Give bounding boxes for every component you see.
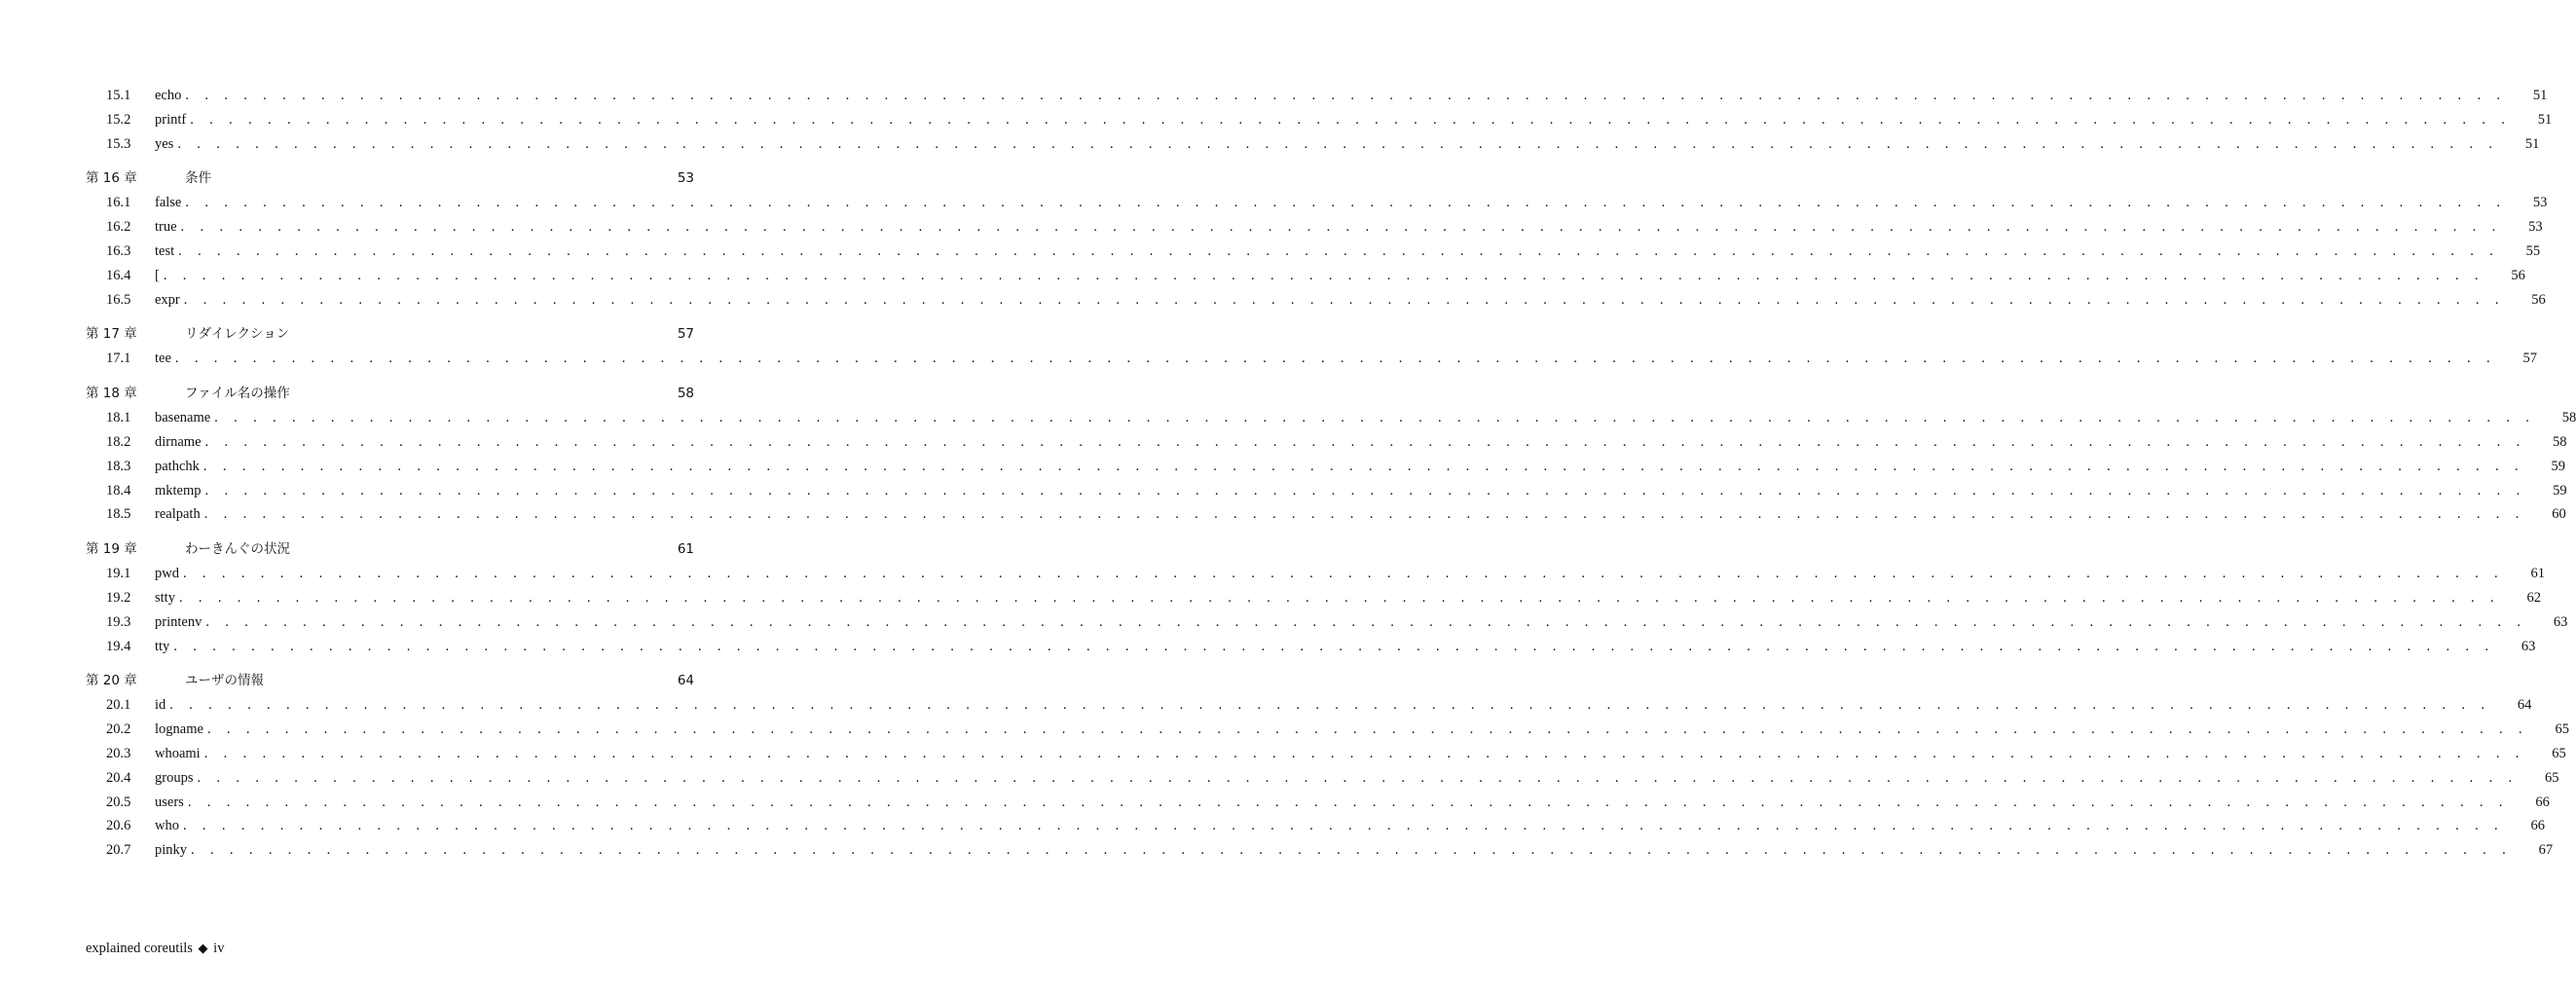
section-page-number: 51 bbox=[2537, 111, 2553, 128]
toc-entry[interactable] bbox=[86, 766, 2559, 791]
dot-leader: . . . . . . . . . . . . . . . . . . . . . . . . . . . . . . . . . . . . . . . . . . . . . . . . . . . . . . . . . . . . . . . . . . . . . . . . . . . . . . . . . . . . . . . . . . . . . . . . . . . . . . . . . . . . . . . . . . . . . . . . bbox=[180, 219, 2502, 236]
section-title: whoami bbox=[155, 745, 201, 761]
section-number: 17.1 bbox=[106, 351, 131, 367]
dot-leader: . . . . . . . . . . . . . . . . . . . . . . . . . . . . . . . . . . . . . . . . . . . . . . . . . . . . . . . . . . . . . . . . . . . . . . . . . . . . . . . . . . . . . . . . . . . . . . . . . . . . . . . . . . . . . . . . . . . . . . . . bbox=[163, 267, 2484, 283]
page-footer bbox=[86, 941, 224, 957]
section-title: realpath bbox=[155, 506, 201, 523]
section-number: 15.2 bbox=[106, 111, 131, 128]
section-number: 16.2 bbox=[106, 219, 131, 236]
section-title: expr bbox=[155, 291, 180, 308]
dot-leader: . . . . . . . . . . . . . . . . . . . . . . . . . . . . . . . . . . . . . . . . . . . . . . . . . . . . . . . . . . . . . . . . . . . . . . . . . . . . . . . . . . . . . . . . . . . . . . . . . . . . . . . . . . . . . . . . . . . . . . . . bbox=[177, 135, 2499, 152]
chapter-number: 第 19 章 bbox=[86, 541, 137, 558]
section-number: 16.4 bbox=[106, 267, 131, 283]
section-page-number: 61 bbox=[2530, 566, 2546, 582]
chapter-page-number: 58 bbox=[677, 386, 694, 402]
section-number: 19.4 bbox=[106, 638, 131, 654]
section-title: yes bbox=[155, 135, 174, 152]
toc-entry[interactable] bbox=[86, 108, 2553, 132]
section-page-number: 55 bbox=[2525, 242, 2541, 259]
toc-entry[interactable] bbox=[86, 838, 2554, 863]
toc-entry[interactable] bbox=[86, 742, 2566, 766]
section-page-number: 51 bbox=[2532, 88, 2548, 103]
section-page-number: 56 bbox=[2511, 267, 2525, 283]
chapter-title: ファイル名の操作 bbox=[185, 386, 290, 402]
chapter-page-number: 61 bbox=[677, 541, 694, 558]
toc-entry[interactable] bbox=[86, 502, 2566, 527]
toc-entry[interactable] bbox=[86, 264, 2525, 288]
chapter-title: 条件 bbox=[185, 170, 211, 187]
section-title: stty bbox=[155, 589, 175, 606]
section-number: 18.5 bbox=[106, 506, 131, 523]
section-page-number: 60 bbox=[2552, 506, 2566, 523]
chapter-number: 第 20 章 bbox=[86, 673, 137, 689]
section-number: 16.5 bbox=[106, 291, 131, 308]
section-number: 18.3 bbox=[106, 458, 131, 474]
section-title: pathchk bbox=[155, 458, 200, 474]
dot-leader: . . . . . . . . . . . . . . . . . . . . . . . . . . . . . . . . . . . . . . . . . . . . . . . . . . . . . . . . . . . . . . . . . . . . . . . . . . . . . . . . . . . . . . . . . . . . . . . . . . . . . . . . . . . . . . . . . . . . . . . . bbox=[174, 351, 2496, 367]
chapter-heading[interactable] bbox=[86, 382, 694, 406]
section-title: printf bbox=[155, 111, 187, 128]
dot-leader: . . . . . . . . . . . . . . . . . . . . . . . . . . . . . . . . . . . . . . . . . . . . . . . . . . . . . . . . . . . . . . . . . . . . . . . . . . . . . . . . . . . . . . . . . . . . . . . . . . . . . . . . . . . . . . . . . . . . . . . . bbox=[190, 111, 2512, 128]
dot-leader: . . . . . . . . . . . . . . . . . . . . . . . . . . . . . . . . . . . . . . . . . . . . . . . . . . . . . . . . . . . . . . . . . . . . . . . . . . . . . . . . . . . . . . . . . . . . . . . . . . . . . . . . . . . . . . . . . . . . . . . . bbox=[214, 410, 2536, 426]
section-page-number: 67 bbox=[2538, 842, 2554, 859]
section-page-number: 63 bbox=[2521, 638, 2536, 654]
section-title: printenv bbox=[155, 613, 202, 630]
toc-entry[interactable] bbox=[86, 288, 2546, 313]
chapter-number: 第 16 章 bbox=[86, 170, 137, 187]
section-number: 20.7 bbox=[106, 842, 131, 859]
section-title: false bbox=[155, 195, 182, 211]
toc-entry[interactable] bbox=[86, 791, 2550, 815]
chapter-title: ユーザの情報 bbox=[185, 673, 264, 689]
section-number: 15.3 bbox=[106, 135, 131, 152]
dot-leader: . . . . . . . . . . . . . . . . . . . . . . . . . . . . . . . . . . . . . . . . . . . . . . . . . . . . . . . . . . . . . . . . . . . . . . . . . . . . . . . . . . . . . . . . . . . . . . . . . . . . . . . . . . . . . . . . . . . . . . . . bbox=[182, 566, 2505, 582]
dot-leader: . . . . . . . . . . . . . . . . . . . . . . . . . . . . . . . . . . . . . . . . . . . . . . . . . . . . . . . . . . . . . . . . . . . . . . . . . . . . . . . . . . . . . . . . . . . . . . . . . . . . . . . . . . . . . . . . . . . . . . . . bbox=[185, 88, 2507, 103]
dot-leader: . . . . . . . . . . . . . . . . . . . . . . . . . . . . . . . . . . . . . . . . . . . . . . . . . . . . . . . . . . . . . . . . . . . . . . . . . . . . . . . . . . . . . . . . . . . . . . . . . . . . . . . . . . . . . . . . . . . . . . . . bbox=[182, 818, 2505, 834]
section-number: 16.1 bbox=[106, 195, 131, 211]
toc-entry[interactable] bbox=[86, 693, 2532, 718]
chapter-heading[interactable] bbox=[86, 537, 694, 562]
section-number: 20.5 bbox=[106, 794, 131, 810]
chapter-title: リダイレクション bbox=[185, 326, 290, 343]
section-number: 20.3 bbox=[106, 745, 131, 761]
section-page-number: 65 bbox=[2552, 745, 2566, 761]
dot-leader: . . . . . . . . . . . . . . . . . . . . . . . . . . . . . . . . . . . . . . . . . . . . . . . . . . . . . . . . . . . . . . . . . . . . . . . . . . . . . . . . . . . . . . . . . . . . . . . . . . . . . . . . . . . . . . . . . . . . . . . . bbox=[178, 589, 2500, 606]
section-page-number: 66 bbox=[2530, 818, 2546, 834]
section-page-number: 57 bbox=[2522, 351, 2537, 367]
toc-entry[interactable] bbox=[86, 610, 2568, 635]
toc-entry[interactable] bbox=[86, 814, 2546, 838]
chapter-heading[interactable] bbox=[86, 669, 694, 693]
toc-chapter bbox=[86, 669, 2569, 863]
toc-entry[interactable] bbox=[86, 347, 2537, 371]
section-number: 19.1 bbox=[106, 566, 131, 582]
footer-page-number: iv bbox=[213, 941, 225, 956]
section-title: groups bbox=[155, 769, 194, 786]
chapter-number: 第 18 章 bbox=[86, 386, 137, 402]
chapter-number: 第 17 章 bbox=[86, 326, 137, 343]
section-page-number: 66 bbox=[2535, 794, 2550, 810]
dot-leader: . . . . . . . . . . . . . . . . . . . . . . . . . . . . . . . . . . . . . . . . . . . . . . . . . . . . . . . . . . . . . . . . . . . . . . . . . . . . . . . . . . . . . . . . . . . . . . . . . . . . . . . . . . . . . . . . . . . . . . . . bbox=[178, 242, 2500, 259]
dot-leader: . . . . . . . . . . . . . . . . . . . . . . . . . . . . . . . . . . . . . . . . . . . . . . . . . . . . . . . . . . . . . . . . . . . . . . . . . . . . . . . . . . . . . . . . . . . . . . . . . . . . . . . . . . . . . . . . . . . . . . . . bbox=[185, 195, 2507, 211]
section-title: pwd bbox=[155, 566, 179, 582]
section-number: 19.2 bbox=[106, 589, 131, 606]
section-page-number: 62 bbox=[2526, 589, 2541, 606]
section-page-number: 59 bbox=[2551, 458, 2565, 474]
dot-leader: . . . . . . . . . . . . . . . . . . . . . . . . . . . . . . . . . . . . . . . . . . . . . . . . . . . . . . . . . . . . . . . . . . . . . . . . . . . . . . . . . . . . . . . . . . . . . . . . . . . . . . . . . . . . . . . . . . . . . . . . bbox=[204, 482, 2526, 498]
toc-entry[interactable] bbox=[86, 430, 2567, 455]
section-number: 20.4 bbox=[106, 769, 131, 786]
footer-title: explained coreutils bbox=[86, 941, 193, 956]
chapter-page-number: 57 bbox=[677, 326, 694, 343]
toc-entry[interactable] bbox=[86, 84, 2548, 108]
section-page-number: 63 bbox=[2553, 613, 2568, 630]
toc-chapter bbox=[86, 382, 2576, 527]
section-number: 15.1 bbox=[106, 88, 131, 103]
dot-leader: . . . . . . . . . . . . . . . . . . . . . . . . . . . . . . . . . . . . . . . . . . . . . . . . . . . . . . . . . . . . . . . . . . . . . . . . . . . . . . . . . . . . . . . . . . . . . . . . . . . . . . . . . . . . . . . . . . . . . . . . bbox=[191, 842, 2513, 859]
section-title: id bbox=[155, 697, 166, 714]
section-page-number: 65 bbox=[2555, 721, 2569, 738]
section-title: true bbox=[155, 219, 177, 236]
toc-chapter bbox=[86, 84, 2553, 156]
section-number: 20.6 bbox=[106, 818, 131, 834]
section-title: tee bbox=[155, 351, 171, 367]
section-title: dirname bbox=[155, 433, 202, 450]
section-number: 19.3 bbox=[106, 613, 131, 630]
chapter-page-number: 64 bbox=[677, 673, 694, 689]
table-of-contents bbox=[86, 84, 2576, 873]
toc-entry[interactable] bbox=[86, 132, 2540, 157]
dot-leader: . . . . . . . . . . . . . . . . . . . . . . . . . . . . . . . . . . . . . . . . . . . . . . . . . . . . . . . . . . . . . . . . . . . . . . . . . . . . . . . . . . . . . . . . . . . . . . . . . . . . . . . . . . . . . . . . . . . . . . . . bbox=[173, 638, 2495, 654]
toc-entry[interactable] bbox=[86, 586, 2541, 610]
section-number: 20.2 bbox=[106, 721, 131, 738]
dot-leader: . . . . . . . . . . . . . . . . . . . . . . . . . . . . . . . . . . . . . . . . . . . . . . . . . . . . . . . . . . . . . . . . . . . . . . . . . . . . . . . . . . . . . . . . . . . . . . . . . . . . . . . . . . . . . . . . . . . . . . . . bbox=[197, 769, 2519, 786]
toc-entry[interactable] bbox=[86, 215, 2543, 240]
section-number: 18.4 bbox=[106, 482, 131, 498]
section-title: tty bbox=[155, 638, 170, 654]
section-title: mktemp bbox=[155, 482, 202, 498]
toc-entry[interactable] bbox=[86, 718, 2569, 742]
section-title: pinky bbox=[155, 842, 188, 859]
section-page-number: 58 bbox=[2561, 410, 2576, 426]
dot-leader: . . . . . . . . . . . . . . . . . . . . . . . . . . . . . . . . . . . . . . . . . . . . . . . . . . . . . . . . . . . . . . . . . . . . . . . . . . . . . . . . . . . . . . . . . . . . . . . . . . . . . . . . . . . . . . . . . . . . . . . . bbox=[204, 433, 2526, 450]
toc-chapter bbox=[86, 537, 2568, 658]
section-page-number: 65 bbox=[2545, 769, 2559, 786]
toc-entry[interactable] bbox=[86, 240, 2541, 264]
section-number: 20.1 bbox=[106, 697, 131, 714]
section-page-number: 59 bbox=[2553, 482, 2567, 498]
section-title: who bbox=[155, 818, 179, 834]
section-title: logname bbox=[155, 721, 203, 738]
section-title: [ bbox=[155, 267, 160, 283]
dot-leader: . . . . . . . . . . . . . . . . . . . . . . . . . . . . . . . . . . . . . . . . . . . . . . . . . . . . . . . . . . . . . . . . . . . . . . . . . . . . . . . . . . . . . . . . . . . . . . . . . . . . . . . . . . . . . . . . . . . . . . . . bbox=[205, 613, 2527, 630]
section-number: 18.2 bbox=[106, 433, 131, 450]
toc-entry[interactable] bbox=[86, 406, 2576, 430]
toc-entry[interactable] bbox=[86, 191, 2548, 215]
section-number: 16.3 bbox=[106, 242, 131, 259]
diamond-icon: ◆ bbox=[198, 941, 208, 955]
dot-leader: . . . . . . . . . . . . . . . . . . . . . . . . . . . . . . . . . . . . . . . . . . . . . . . . . . . . . . . . . . . . . . . . . . . . . . . . . . . . . . . . . . . . . . . . . . . . . . . . . . . . . . . . . . . . . . . . . . . . . . . . bbox=[206, 721, 2528, 738]
dot-leader: . . . . . . . . . . . . . . . . . . . . . . . . . . . . . . . . . . . . . . . . . . . . . . . . . . . . . . . . . . . . . . . . . . . . . . . . . . . . . . . . . . . . . . . . . . . . . . . . . . . . . . . . . . . . . . . . . . . . . . . . bbox=[169, 697, 2491, 714]
dot-leader: . . . . . . . . . . . . . . . . . . . . . . . . . . . . . . . . . . . . . . . . . . . . . . . . . . . . . . . . . . . . . . . . . . . . . . . . . . . . . . . . . . . . . . . . . . . . . . . . . . . . . . . . . . . . . . . . . . . . . . . . bbox=[202, 458, 2524, 474]
toc-chapter bbox=[86, 166, 2548, 312]
section-number: 18.1 bbox=[106, 410, 131, 426]
chapter-heading[interactable] bbox=[86, 322, 694, 347]
toc-entry[interactable] bbox=[86, 562, 2546, 586]
chapter-title: わーきんぐの状況 bbox=[185, 541, 290, 558]
section-page-number: 56 bbox=[2531, 291, 2546, 308]
dot-leader: . . . . . . . . . . . . . . . . . . . . . . . . . . . . . . . . . . . . . . . . . . . . . . . . . . . . . . . . . . . . . . . . . . . . . . . . . . . . . . . . . . . . . . . . . . . . . . . . . . . . . . . . . . . . . . . . . . . . . . . . bbox=[187, 794, 2509, 810]
dot-leader: . . . . . . . . . . . . . . . . . . . . . . . . . . . . . . . . . . . . . . . . . . . . . . . . . . . . . . . . . . . . . . . . . . . . . . . . . . . . . . . . . . . . . . . . . . . . . . . . . . . . . . . . . . . . . . . . . . . . . . . . bbox=[203, 745, 2525, 761]
section-page-number: 51 bbox=[2524, 135, 2540, 152]
section-page-number: 53 bbox=[2528, 219, 2543, 236]
dot-leader: . . . . . . . . . . . . . . . . . . . . . . . . . . . . . . . . . . . . . . . . . . . . . . . . . . . . . . . . . . . . . . . . . . . . . . . . . . . . . . . . . . . . . . . . . . . . . . . . . . . . . . . . . . . . . . . . . . . . . . . . bbox=[183, 291, 2505, 308]
section-title: test bbox=[155, 242, 175, 259]
toc-entry[interactable] bbox=[86, 479, 2567, 503]
toc-entry[interactable] bbox=[86, 455, 2565, 479]
chapter-page-number: 53 bbox=[677, 170, 694, 187]
section-title: echo bbox=[155, 88, 182, 103]
section-title: users bbox=[155, 794, 184, 810]
toc-entry[interactable] bbox=[86, 635, 2536, 659]
section-page-number: 58 bbox=[2553, 433, 2567, 450]
chapter-heading[interactable] bbox=[86, 166, 694, 191]
section-title: basename bbox=[155, 410, 211, 426]
section-page-number: 64 bbox=[2517, 697, 2532, 714]
toc-chapter bbox=[86, 322, 2537, 371]
dot-leader: . . . . . . . . . . . . . . . . . . . . . . . . . . . . . . . . . . . . . . . . . . . . . . . . . . . . . . . . . . . . . . . . . . . . . . . . . . . . . . . . . . . . . . . . . . . . . . . . . . . . . . . . . . . . . . . . . . . . . . . . bbox=[203, 506, 2525, 523]
section-page-number: 53 bbox=[2532, 195, 2548, 211]
